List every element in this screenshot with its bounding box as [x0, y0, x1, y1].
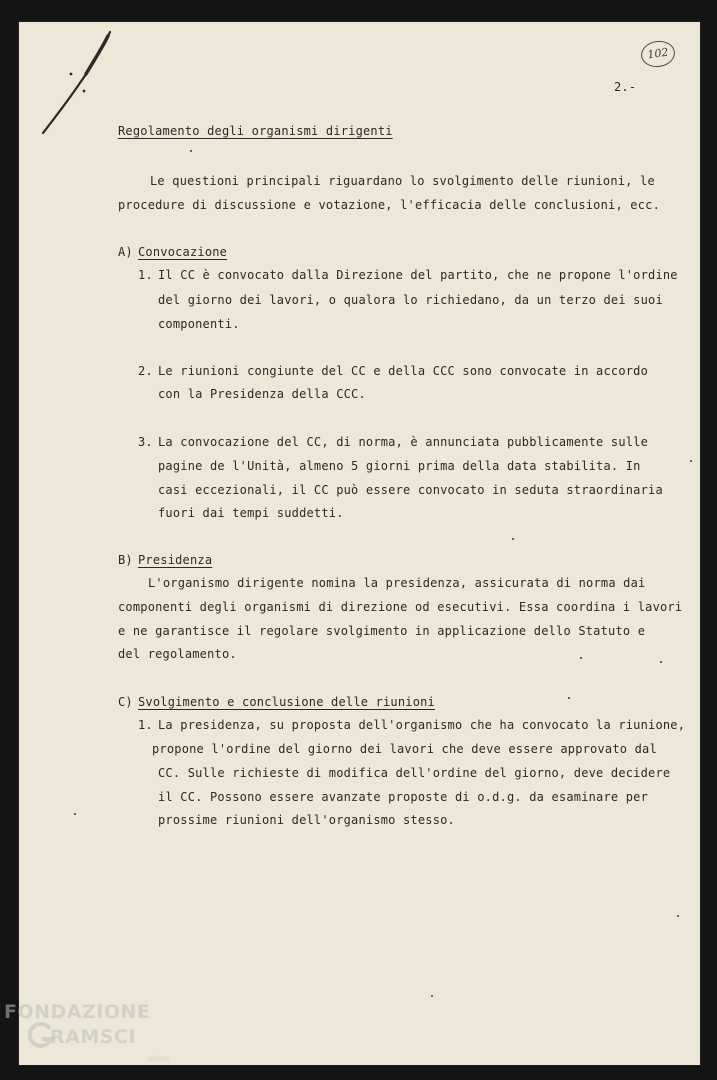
paper-speck [677, 915, 679, 917]
section-marker: A) [118, 245, 133, 259]
paper-speck [660, 661, 662, 663]
item-line: pagine de l'Unità, almeno 5 giorni prima della data stabilita. In [158, 459, 641, 473]
item-number: 3. [138, 435, 153, 449]
page-number: 2.- [614, 80, 637, 94]
item-line: Il CC è convocato dalla Direzione del partito, che ne propone l'ordine [158, 268, 678, 282]
item-number: 1. [138, 718, 153, 732]
margin-annotation: 102 [639, 39, 676, 69]
item-line: casi eccezionali, il CC può essere convocato in seduta straordinaria [158, 483, 663, 497]
item-line: prossime riunioni dell'organismo stesso. [158, 813, 455, 827]
section-heading: Presidenza [138, 553, 213, 567]
paper-speck [512, 538, 514, 540]
pen-stroke-mark [38, 28, 118, 138]
item-line: il CC. Possono essere avanzate proposte di o.d.g. da esaminare per [158, 790, 649, 804]
paper-speck [190, 150, 192, 152]
section-heading: Convocazione [138, 245, 228, 259]
section-heading: Svolgimento e conclusione delle riunioni [138, 695, 435, 709]
section-marker: C) [118, 695, 133, 709]
item-line: componenti. [158, 317, 240, 331]
section-marker: B) [118, 553, 133, 567]
item-line: del giorno dei lavori, o qualora lo richiedano, da un terzo dei suoi [158, 293, 663, 307]
item-line: propone l'ordine del giorno dei lavori che deve essere approvato dal [152, 742, 657, 756]
paper-speck [580, 657, 582, 659]
item-line: La presidenza, su proposta dell'organismo che ha convocato la riunione, [158, 718, 686, 732]
paragraph-line: componenti degli organismi di direzione od esecutivi. Essa coordina i lavori [118, 600, 683, 614]
paper-speck [74, 813, 76, 815]
paragraph-line: e ne garantisce il regolare svolgimento in applicazione dello Statuto e [118, 624, 646, 638]
paragraph-line: L'organismo dirigente nomina la presidenza, assicurata di norma dai [148, 576, 646, 590]
document-title: Regolamento degli organismi dirigenti [118, 124, 393, 138]
item-number: 2. [138, 364, 153, 378]
paper-speck [568, 697, 570, 699]
item-line: con la Presidenza della CCC. [158, 387, 366, 401]
watermark-line1: FONDAZIONE [4, 1001, 151, 1023]
item-line: La convocazione del CC, di norma, è annunciata pubblicamente sulle [158, 435, 649, 449]
item-line: Le riunioni congiunte del CC e della CCC sono convocate in accordo [158, 364, 649, 378]
item-number: 1. [138, 268, 153, 282]
item-line: CC. Sulle richieste di modifica dell'ordine del giorno, deve decidere [158, 766, 671, 780]
paper-speck [690, 460, 692, 462]
intro-line: procedure di discussione e votazione, l'efficacia delle conclusioni, ecc. [118, 198, 660, 212]
paragraph-line: del regolamento. [118, 647, 237, 661]
paper-speck [431, 995, 433, 997]
watermark-line2: RAMSCI [50, 1026, 136, 1048]
watermark-sub: onlus [148, 1054, 170, 1063]
item-line: fuori dai tempi suddetti. [158, 506, 344, 520]
intro-line: Le questioni principali riguardano lo svolgimento delle riunioni, le [150, 174, 655, 188]
